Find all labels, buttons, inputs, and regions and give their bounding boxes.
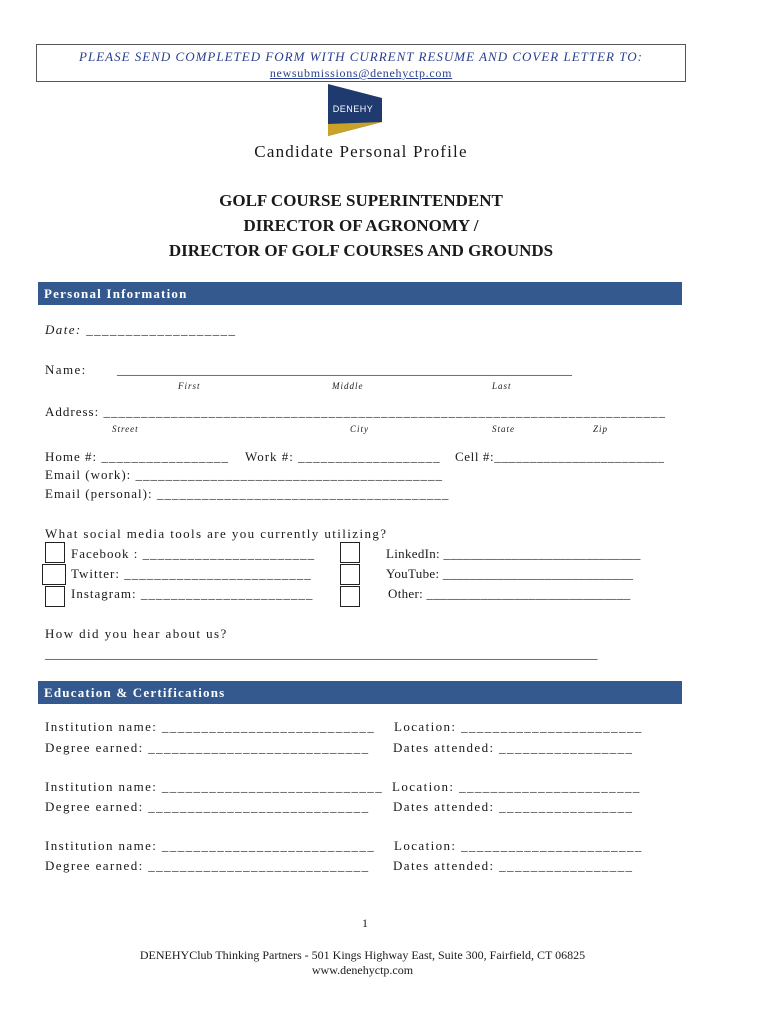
youtube-checkbox[interactable] <box>340 564 360 585</box>
institution-name-field-3[interactable]: Institution name: ___________________________ <box>45 838 376 853</box>
submission-email-link[interactable]: newsubmissions@denehyctp.com <box>269 66 453 80</box>
instagram-checkbox[interactable] <box>45 586 65 607</box>
institution-name-field-1[interactable]: Institution name: ___________________________ <box>45 719 376 734</box>
denehy-logo <box>326 84 384 136</box>
name-middle-caption: Middle <box>332 381 364 391</box>
twitter-field[interactable]: Twitter: _________________________ <box>71 566 312 581</box>
home-phone-field[interactable]: Home #: _________________ <box>45 449 229 464</box>
location-field-1[interactable]: Location: _______________________ <box>394 719 643 734</box>
work-phone-field[interactable]: Work #: ___________________ <box>245 449 441 464</box>
facebook-field[interactable]: Facebook : _______________________ <box>71 546 316 561</box>
cell-phone-field[interactable]: Cell #:________________________ <box>455 449 665 464</box>
job-title-3: DIRECTOR OF GOLF COURSES AND GROUNDS <box>168 241 554 260</box>
name-field[interactable]: ______________________________________________________________________ <box>117 362 572 377</box>
address-city-caption: City <box>350 424 369 434</box>
name-last-caption: Last <box>492 381 512 391</box>
youtube-field[interactable]: YouTube: ____________________________ <box>386 566 634 581</box>
profile-title: Candidate Personal Profile <box>254 142 468 161</box>
linkedin-checkbox[interactable] <box>340 542 360 563</box>
date-field[interactable]: Date: ___________________ <box>45 322 237 337</box>
address-zip-caption: Zip <box>593 424 609 434</box>
degree-earned-field-3[interactable]: Degree earned: ____________________________ <box>45 858 370 873</box>
footer-website: www.denehyctp.com <box>311 963 414 977</box>
other-checkbox[interactable] <box>340 586 360 607</box>
address-field[interactable]: Address: ___________________________________________________________________________ <box>45 404 666 419</box>
degree-earned-field-2[interactable]: Degree earned: ____________________________ <box>45 799 370 814</box>
personal-information-header: Personal Information <box>38 282 682 305</box>
institution-name-field-2[interactable]: Institution name: ____________________________ <box>45 779 384 794</box>
job-title-2: DIRECTOR OF AGRONOMY / <box>243 216 479 235</box>
dates-attended-field-2[interactable]: Dates attended: _________________ <box>393 799 634 814</box>
location-field-3[interactable]: Location: _______________________ <box>394 838 643 853</box>
referral-field[interactable]: _____________________________________________________________________________________ <box>45 646 598 661</box>
instagram-field[interactable]: Instagram: _______________________ <box>71 586 314 601</box>
education-certifications-header: Education & Certifications <box>38 681 682 704</box>
job-title-1: GOLF COURSE SUPERINTENDENT <box>219 191 503 210</box>
name-label: Name: <box>45 362 87 377</box>
address-street-caption: Street <box>112 424 139 434</box>
location-field-2[interactable]: Location: _______________________ <box>392 779 641 794</box>
other-field[interactable]: Other: ______________________________ <box>388 586 631 601</box>
email-work-field[interactable]: Email (work): _________________________________________ <box>45 467 444 482</box>
dates-attended-field-1[interactable]: Dates attended: _________________ <box>393 740 634 755</box>
linkedin-field[interactable]: LinkedIn: _____________________________ <box>386 546 641 561</box>
email-personal-field[interactable]: Email (personal): _______________________________________ <box>45 486 450 501</box>
social-media-question: What social media tools are you currently utilizing? <box>45 526 388 541</box>
notice-text: PLEASE SEND COMPLETED FORM WITH CURRENT RESUME AND COVER LETTER TO: <box>79 49 643 64</box>
name-first-caption: First <box>178 381 201 391</box>
referral-question: How did you hear about us? <box>45 626 228 641</box>
submission-notice <box>36 44 686 82</box>
footer-address: DENEHYClub Thinking Partners - 501 Kings Highway East, Suite 300, Fairfield, CT 06825 <box>139 948 586 962</box>
twitter-checkbox[interactable] <box>42 564 66 585</box>
dates-attended-field-3[interactable]: Dates attended: _________________ <box>393 858 634 873</box>
facebook-checkbox[interactable] <box>45 542 65 563</box>
logo-wordmark: DENEHY <box>332 104 374 114</box>
degree-earned-field-1[interactable]: Degree earned: ____________________________ <box>45 740 370 755</box>
page-number: 1 <box>362 916 368 930</box>
address-state-caption: State <box>492 424 515 434</box>
